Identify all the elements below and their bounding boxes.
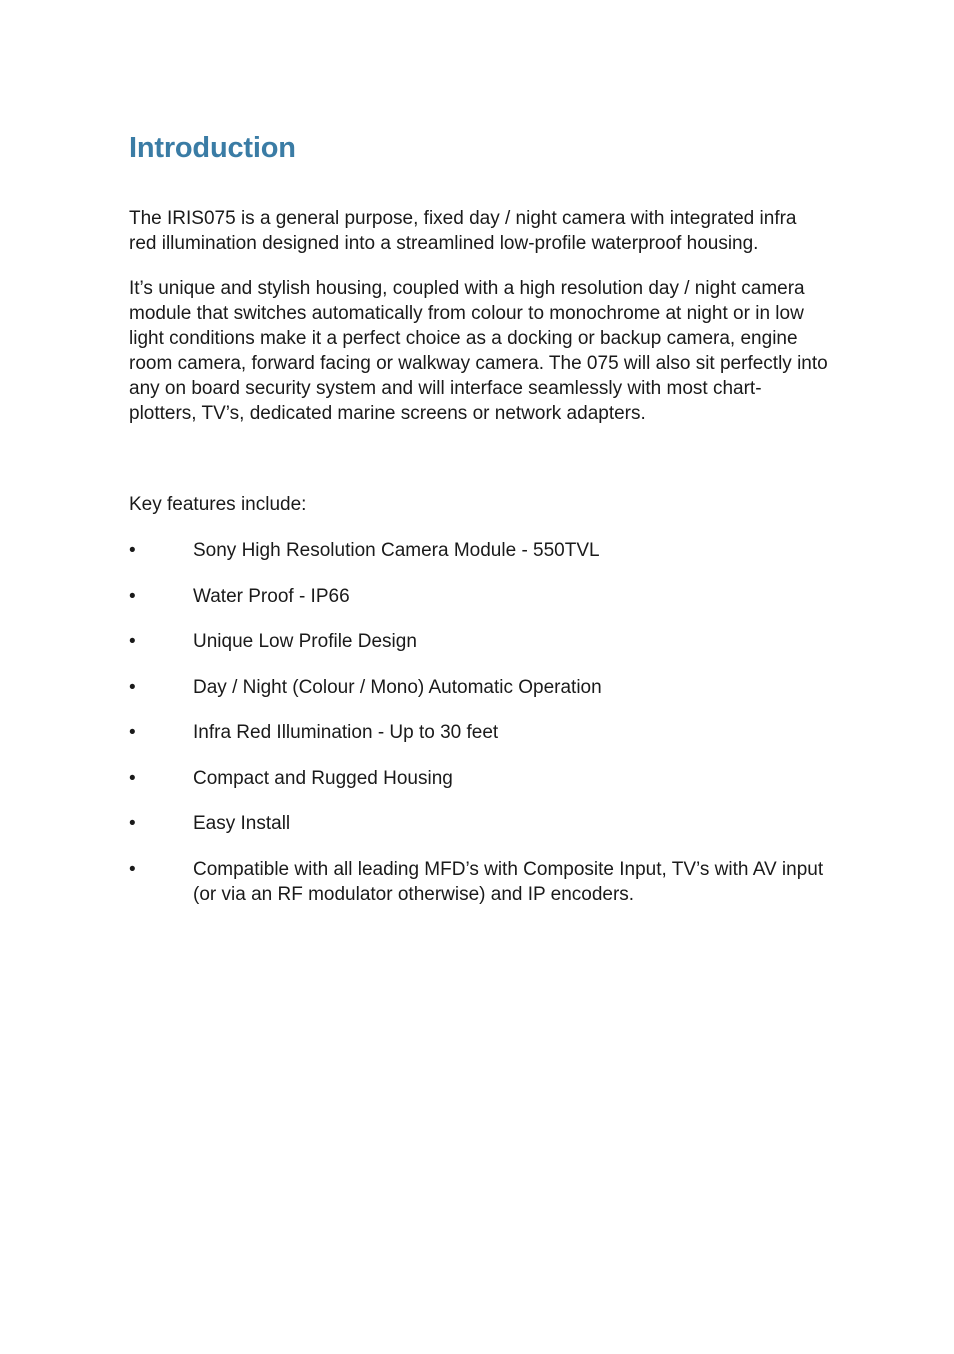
feature-item bbox=[129, 720, 829, 745]
bullet-icon: • bbox=[129, 631, 136, 652]
introduction-section bbox=[129, 128, 829, 927]
section-heading: Introduction bbox=[129, 132, 296, 164]
feature-item bbox=[129, 675, 829, 700]
feature-text: Easy Install bbox=[193, 813, 291, 834]
feature-text: Compact and Rugged Housing bbox=[193, 767, 453, 789]
bullet-icon: • bbox=[129, 676, 136, 698]
bullet-icon: • bbox=[129, 858, 136, 880]
feature-item bbox=[129, 811, 829, 836]
feature-item bbox=[129, 857, 829, 907]
bullet-icon: • bbox=[129, 767, 136, 789]
intro-paragraph-2: It’s unique and stylish housing, coupled with a high resolution day / night camera module that switches automatically from colour to monochrome at night or in low light conditions make it a perfect choice as a docking or backup camera, engine room camera, forward facing or walkway camera. The 075 will also sit perfectly into any on board security system and will interface seamlessly with most chart-plotters, TV’s, dedicated marine screens or network adapters. bbox=[129, 278, 828, 424]
features-intro: Key features include: bbox=[129, 494, 307, 515]
feature-item bbox=[129, 584, 829, 609]
feature-text: Infra Red Illumination - Up to 30 feet bbox=[193, 722, 499, 743]
features-list bbox=[129, 538, 829, 907]
feature-text: Sony High Resolution Camera Module - 550TVL bbox=[193, 540, 600, 561]
feature-text: Unique Low Profile Design bbox=[193, 631, 417, 652]
intro-paragraph-1: The IRIS075 is a general purpose, fixed day / night camera with integrated infra red illumination designed into a streamlined low-profile waterproof housing. bbox=[129, 208, 797, 254]
feature-text: Compatible with all leading MFD’s with Composite Input, TV’s with AV input (or via an RF modulator otherwise) and IP encoders. bbox=[193, 858, 824, 905]
bullet-icon: • bbox=[129, 540, 136, 561]
feature-text: Water Proof - IP66 bbox=[193, 585, 350, 607]
feature-item bbox=[129, 766, 829, 791]
feature-item bbox=[129, 629, 829, 654]
feature-item bbox=[129, 538, 829, 563]
bullet-icon: • bbox=[129, 722, 136, 743]
feature-text: Day / Night (Colour / Mono) Automatic Operation bbox=[193, 676, 602, 698]
bullet-icon: • bbox=[129, 585, 136, 607]
bullet-icon: • bbox=[129, 813, 136, 834]
